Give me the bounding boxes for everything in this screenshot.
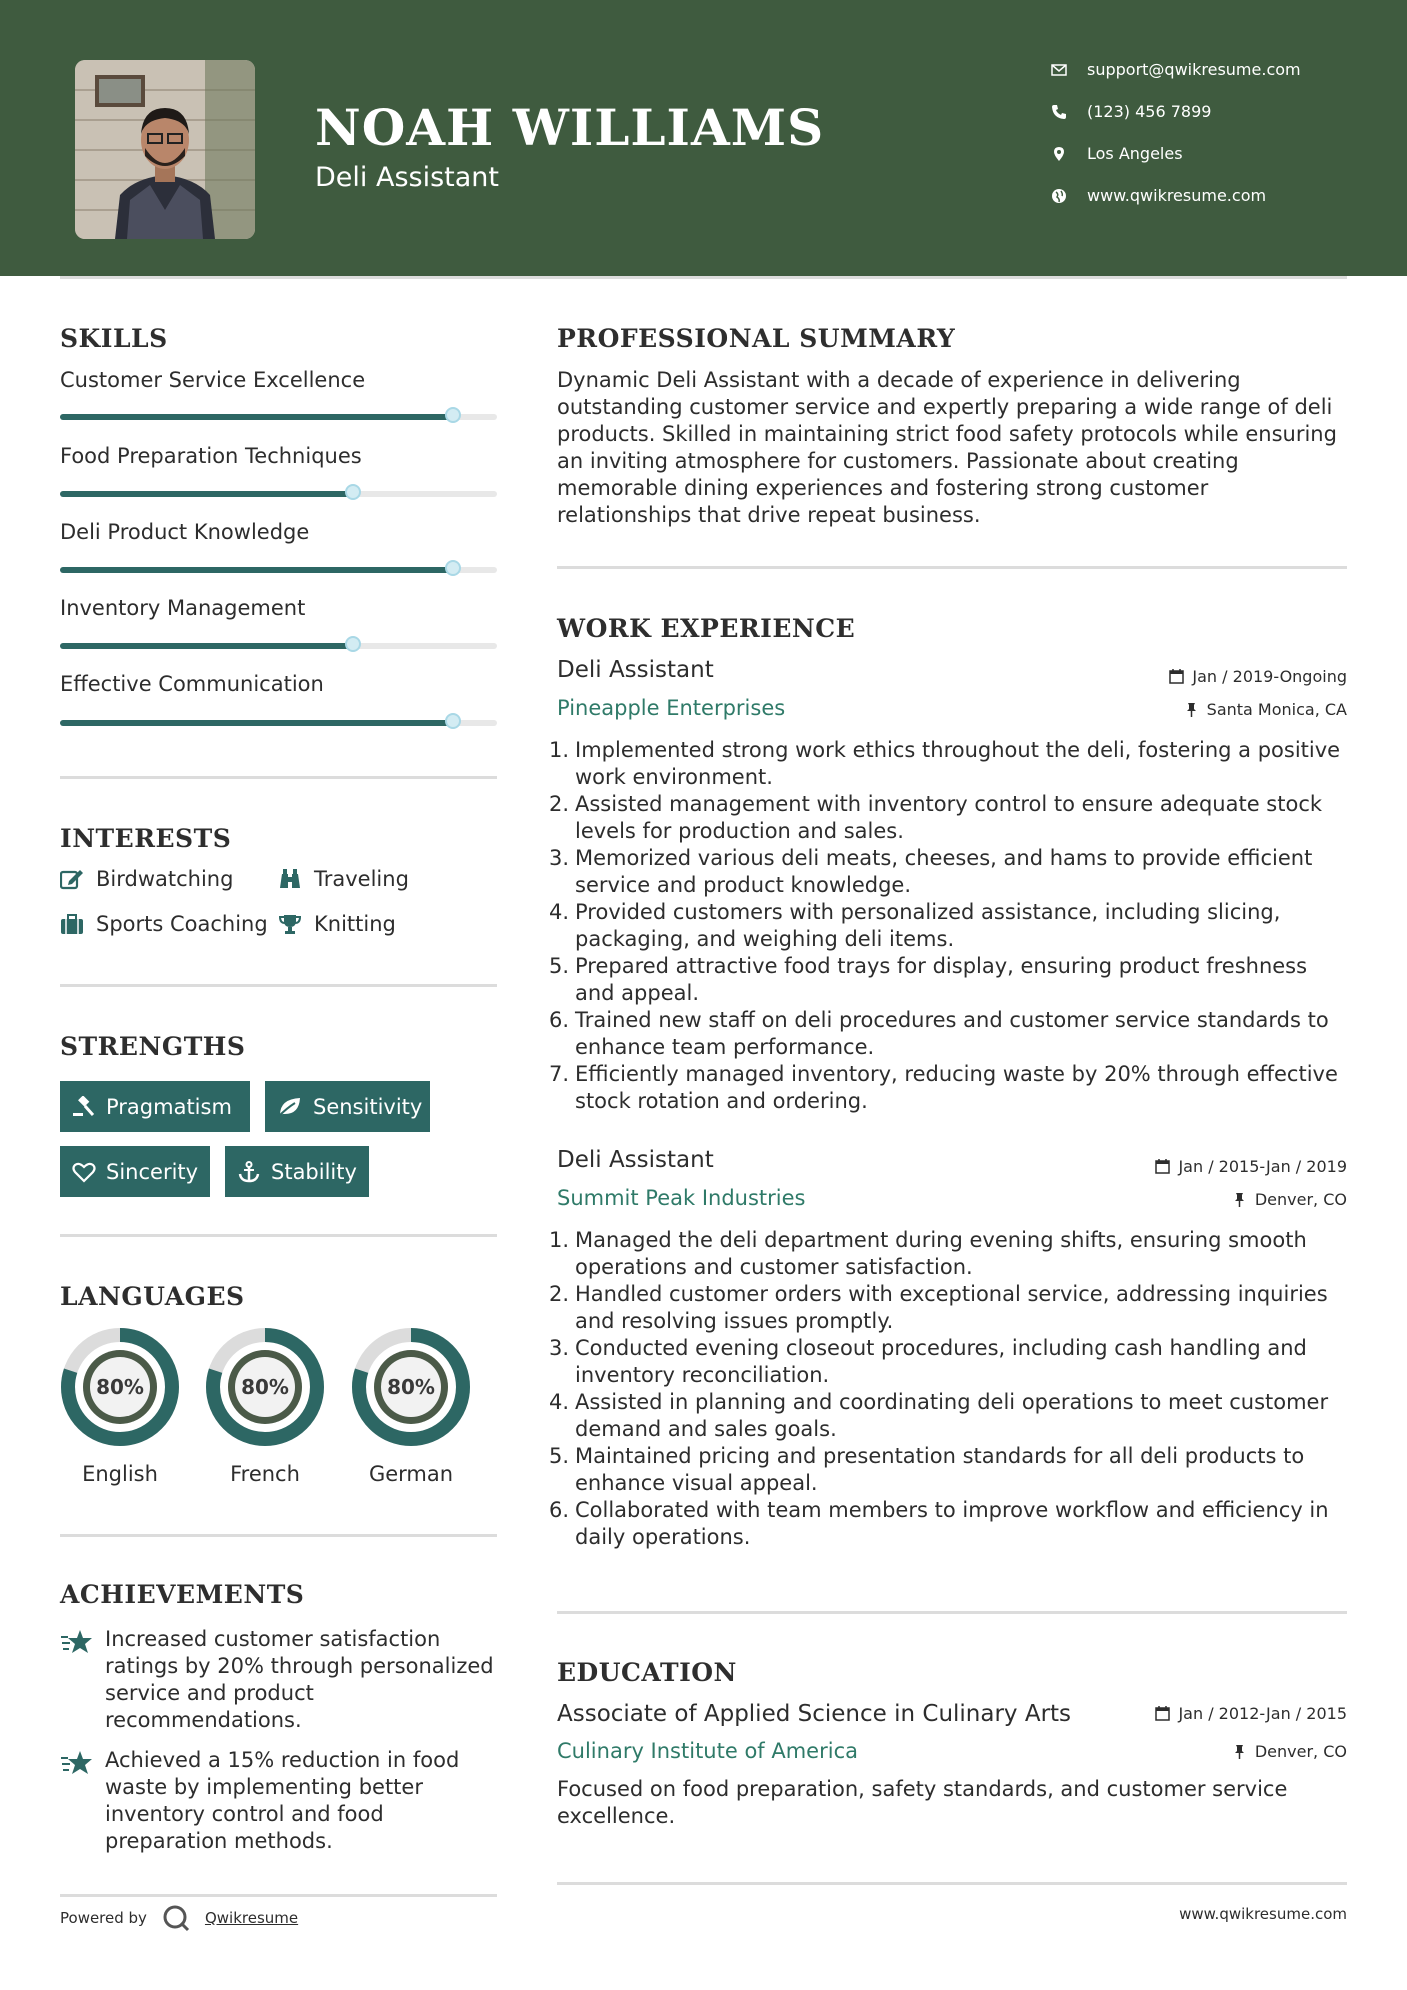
- section-divider: [557, 1882, 1347, 1885]
- contact-phone[interactable]: [1051, 102, 1211, 121]
- job-bullet: 4. Assisted in planning and coordinating deli operations to meet customer demand and sales goals.: [549, 1390, 1329, 1441]
- job-bullet: 3. Memorized various deli meats, cheeses, and hams to provide efficient service and product knowledge.: [549, 846, 1313, 897]
- school-name: Culinary Institute of America: [557, 1739, 858, 1763]
- contact-location-text: Los Angeles: [1087, 144, 1183, 163]
- education-description: Focused on food preparation, safety standards, and customer service excellence.: [557, 1777, 1288, 1828]
- skill-bar: [60, 567, 497, 573]
- job-bullet: 2. Handled customer orders with exceptional service, addressing inquiries and resolving issues promptly.: [549, 1282, 1328, 1333]
- job-title: Deli Assistant: [557, 657, 714, 683]
- gavel-icon: [72, 1096, 96, 1118]
- contact-email-text: support@qwikresume.com: [1087, 60, 1301, 79]
- language-ring-english: [59, 1326, 181, 1448]
- education-location-text: Denver, CO: [1254, 1742, 1347, 1761]
- skill-bar-fill: [60, 567, 453, 573]
- job-location: [1184, 700, 1347, 719]
- skill-name: Effective Communication: [60, 672, 324, 696]
- interests-heading: INTERESTS: [60, 824, 232, 853]
- skill-bar-knob: [345, 484, 361, 500]
- section-divider: [557, 566, 1347, 569]
- job-bullet-text: Efficiently managed inventory, reducing waste by 20% through effective stock rotation and ordering.: [575, 1062, 1338, 1113]
- job-bullet-text: Handled customer orders with exceptional service, addressing inquiries and resolving issues promptly.: [575, 1282, 1328, 1333]
- skill-bar-knob: [445, 407, 461, 423]
- job-bullet-text: Trained new staff on deli procedures and customer service standards to enhance team performance.: [575, 1008, 1329, 1059]
- skill-name: Food Preparation Techniques: [60, 444, 362, 468]
- strength-badge: [265, 1081, 430, 1132]
- calendar-icon: [1155, 1706, 1170, 1721]
- language-percent: 80%: [96, 1375, 144, 1399]
- strength-label: Sensitivity: [313, 1094, 423, 1119]
- job-bullet-text: Maintained pricing and presentation standards for all deli products to enhance visual appeal.: [575, 1444, 1305, 1495]
- language-ring-german: [350, 1326, 472, 1448]
- pushpin-icon: [1232, 1744, 1247, 1759]
- calendar-icon: [1169, 669, 1184, 684]
- job-dates-text: Jan / 2019-Ongoing: [1192, 667, 1347, 686]
- job-dates: [1169, 667, 1347, 686]
- candidate-title: Deli Assistant: [315, 162, 499, 193]
- briefcase-icon: [60, 913, 84, 935]
- job-bullets: [549, 737, 1347, 1115]
- skill-bar-fill: [60, 720, 453, 726]
- resume-header: [0, 0, 1407, 276]
- achievement-text: Increased customer satisfaction ratings by 20% through personalized service and product recommendations.: [105, 1627, 494, 1732]
- education-location: [1232, 1742, 1347, 1761]
- star-icon: [60, 1749, 94, 1777]
- interest-label: Sports Coaching: [96, 912, 268, 936]
- calendar-icon: [1155, 1159, 1170, 1174]
- job-bullet-text: Provided customers with personalized assistance, including slicing, packaging, and weighing deli items.: [575, 900, 1281, 951]
- globe-icon: [1051, 188, 1067, 204]
- job-bullet: 1. Managed the deli department during evening shifts, ensuring smooth operations and customer satisfaction.: [549, 1228, 1307, 1279]
- job-bullet: 4. Provided customers with personalized assistance, including slicing, packaging, and weighing deli items.: [549, 900, 1281, 951]
- strength-label: Pragmatism: [106, 1094, 232, 1119]
- skill-name: Deli Product Knowledge: [60, 520, 310, 544]
- header-divider: [60, 276, 1347, 279]
- contact-location: [1051, 144, 1183, 163]
- job-bullet: 1. Implemented strong work ethics throughout the deli, fostering a positive work environment.: [549, 738, 1341, 789]
- skill-bar: [60, 643, 497, 649]
- skill-bar-fill: [60, 491, 353, 497]
- languages-heading: LANGUAGES: [60, 1282, 245, 1311]
- education-dates-text: Jan / 2012-Jan / 2015: [1178, 1704, 1347, 1723]
- envelope-icon: [1051, 62, 1067, 78]
- job-bullet: 6. Trained new staff on deli procedures and customer service standards to enhance team performance.: [549, 1008, 1329, 1059]
- section-divider: [60, 776, 497, 779]
- interest-label: Knitting: [314, 912, 396, 936]
- contact-phone-text: (123) 456 7899: [1087, 102, 1212, 121]
- section-divider: [557, 1611, 1347, 1614]
- qwikresume-link[interactable]: Qwikresume: [204, 1909, 299, 1927]
- job-bullet: 7. Efficiently managed inventory, reducing waste by 20% through effective stock rotation and ordering.: [549, 1062, 1338, 1113]
- achievement-text: Achieved a 15% reduction in food waste by implementing better inventory control and food preparation methods.: [105, 1748, 460, 1853]
- contact-website-text: www.qwikresume.com: [1087, 186, 1267, 205]
- language-percent: 80%: [387, 1375, 435, 1399]
- experience-heading: WORK EXPERIENCE: [557, 614, 856, 643]
- job-bullet: 2. Assisted management with inventory control to ensure adequate stock levels for production and sales.: [549, 792, 1323, 843]
- summary-text: Dynamic Deli Assistant with a decade of experience in delivering outstanding customer service and expertly preparing a wide range of deli products. Skilled in maintaining strict food safety protocols while ensuring an inviting atmosphere for customers. Passionate about creating memorable dining experiences and fostering strong customer relationships that drive repeat business.: [557, 368, 1337, 527]
- job-bullet-text: Memorized various deli meats, cheeses, and hams to provide efficient service and product knowledge.: [575, 846, 1313, 897]
- job-bullet: 5. Maintained pricing and presentation standards for all deli products to enhance visual appeal.: [549, 1444, 1305, 1495]
- education-heading: EDUCATION: [557, 1658, 737, 1687]
- skill-bar-knob: [445, 560, 461, 576]
- phone-icon: [1051, 104, 1067, 120]
- footer-powered-by: [60, 1903, 298, 1933]
- section-divider: [60, 1534, 497, 1537]
- powered-by-label: Powered by: [60, 1909, 147, 1927]
- edit-icon: [60, 868, 84, 890]
- skill-bar: [60, 414, 497, 420]
- profile-photo: [75, 60, 255, 239]
- company-name: Pineapple Enterprises: [557, 696, 786, 720]
- company-name: Summit Peak Industries: [557, 1186, 806, 1210]
- section-divider: [60, 1894, 497, 1897]
- star-icon: [60, 1628, 94, 1656]
- candidate-name: NOAH WILLIAMS: [315, 98, 825, 157]
- skill-bar-knob: [345, 636, 361, 652]
- pushpin-icon: [1184, 702, 1199, 717]
- trophy-icon: [278, 913, 302, 935]
- job-bullets: [549, 1227, 1347, 1551]
- strengths-heading: STRENGTHS: [60, 1032, 246, 1061]
- interest-item: [60, 867, 233, 891]
- job-bullet: 6. Collaborated with team members to improve workflow and efficiency in daily operations.: [549, 1498, 1329, 1549]
- skill-bar: [60, 491, 497, 497]
- leaf-icon: [277, 1096, 303, 1118]
- job-bullet-text: Conducted evening closeout procedures, including cash handling and inventory reconciliation.: [575, 1336, 1307, 1387]
- qwikresume-logo-icon: [161, 1903, 191, 1933]
- job-bullet-text: Implemented strong work ethics throughout the deli, fostering a positive work environment.: [575, 738, 1341, 789]
- job-dates: [1155, 1157, 1347, 1176]
- job-location: [1232, 1190, 1347, 1209]
- job-bullet-text: Collaborated with team members to improve workflow and efficiency in daily operations.: [575, 1498, 1329, 1549]
- skill-bar-knob: [445, 713, 461, 729]
- heart-icon: [72, 1161, 96, 1183]
- footer-website[interactable]: www.qwikresume.com: [1179, 1905, 1347, 1923]
- strength-label: Stability: [271, 1159, 357, 1184]
- strength-badge: [225, 1146, 369, 1197]
- strength-label: Sincerity: [106, 1159, 199, 1184]
- pushpin-icon: [1232, 1192, 1247, 1207]
- interest-label: Birdwatching: [96, 867, 234, 891]
- language-percent: 80%: [241, 1375, 289, 1399]
- skill-name: Inventory Management: [60, 596, 306, 620]
- interest-item: [278, 912, 396, 936]
- strength-badge: [60, 1146, 210, 1197]
- job-bullet-text: Assisted management with inventory control to ensure adequate stock levels for production and sales.: [575, 792, 1323, 843]
- job-title: Deli Assistant: [557, 1147, 714, 1173]
- job-bullet: 5. Prepared attractive food trays for display, ensuring product freshness and appeal.: [549, 954, 1308, 1005]
- anchor-icon: [237, 1161, 261, 1183]
- degree-title: Associate of Applied Science in Culinary Arts: [557, 1701, 1072, 1727]
- job-location-text: Denver, CO: [1254, 1190, 1347, 1209]
- strength-badge: [60, 1081, 250, 1132]
- language-name: German: [368, 1462, 454, 1486]
- skills-heading: SKILLS: [60, 324, 168, 353]
- section-divider: [60, 1234, 497, 1237]
- skill-bar: [60, 720, 497, 726]
- job-bullet-text: Prepared attractive food trays for display, ensuring product freshness and appeal.: [575, 954, 1308, 1005]
- section-divider: [60, 984, 497, 987]
- job-location-text: Santa Monica, CA: [1206, 700, 1347, 719]
- skill-bar-fill: [60, 414, 453, 420]
- interest-item: [278, 867, 409, 891]
- job-bullet-text: Assisted in planning and coordinating deli operations to meet customer demand and sales goals.: [575, 1390, 1329, 1441]
- location-pin-icon: [1051, 146, 1067, 162]
- skill-name: Customer Service Excellence: [60, 368, 366, 392]
- job-bullet: 3. Conducted evening closeout procedures, including cash handling and inventory reconciliation.: [549, 1336, 1307, 1387]
- interest-label: Traveling: [314, 867, 409, 891]
- education-dates: [1155, 1704, 1347, 1723]
- contact-email[interactable]: [1051, 60, 1301, 79]
- binoculars-icon: [278, 868, 302, 890]
- language-ring-french: [204, 1326, 326, 1448]
- achievements-heading: ACHIEVEMENTS: [60, 1580, 305, 1609]
- language-name: English: [82, 1462, 158, 1486]
- job-bullet-text: Managed the deli department during evening shifts, ensuring smooth operations and customer satisfaction.: [575, 1228, 1307, 1279]
- summary-heading: PROFESSIONAL SUMMARY: [557, 324, 956, 353]
- job-dates-text: Jan / 2015-Jan / 2019: [1178, 1157, 1347, 1176]
- interest-item: [60, 912, 268, 936]
- skill-bar-fill: [60, 643, 353, 649]
- language-name: French: [230, 1462, 300, 1486]
- contact-website[interactable]: [1051, 186, 1266, 205]
